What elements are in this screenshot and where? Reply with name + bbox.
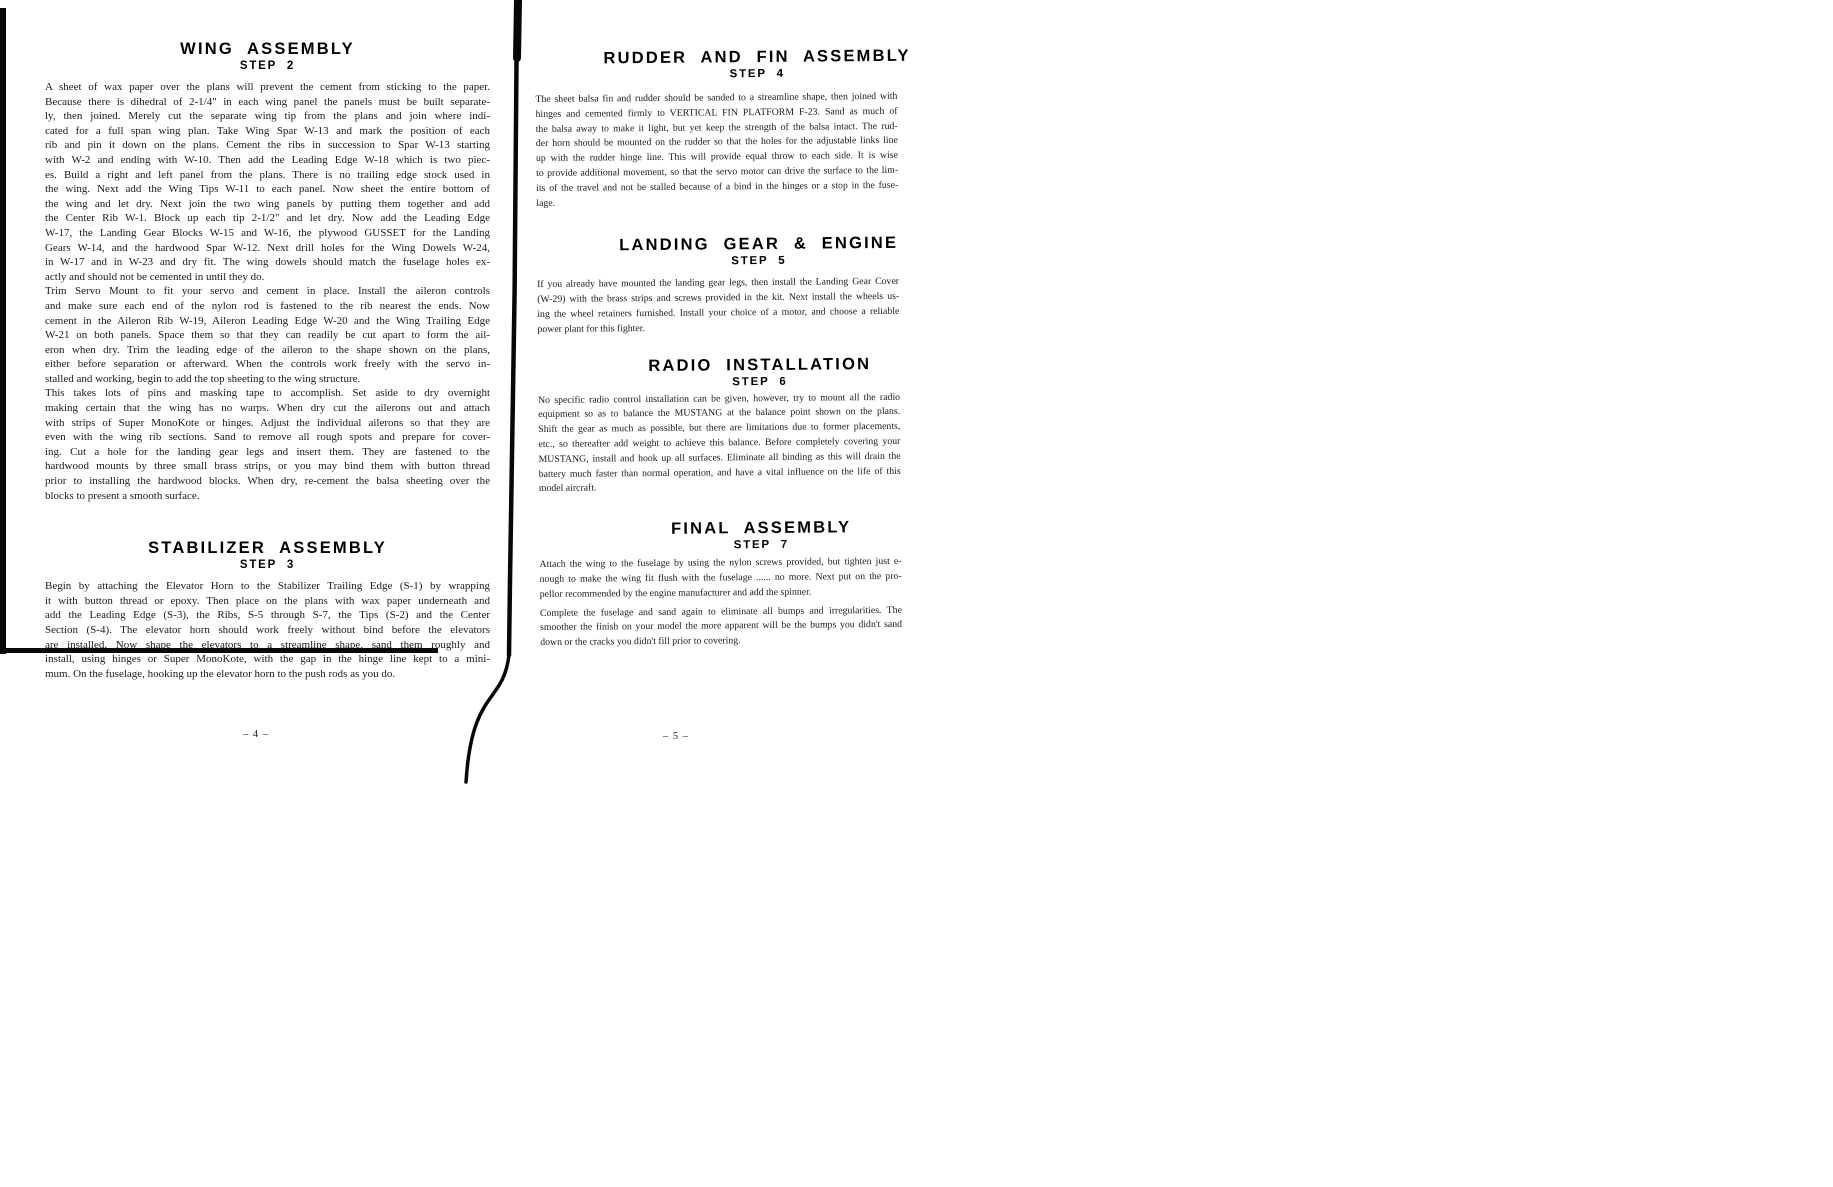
text-line: (W-29) with the brass strips and screws provided in the kit. Next install the wheels us- bbox=[537, 291, 900, 306]
text-line: If you already have mounted the landing gear legs, then install the Landing Gear Cover bbox=[537, 276, 900, 291]
page-left-edge-line bbox=[0, 8, 6, 654]
paragraph bbox=[45, 579, 490, 681]
text-line: making certain that the wing has no warps. When dry cut the ailerons out and attach bbox=[45, 402, 490, 415]
page-number: – 4 – bbox=[243, 729, 269, 740]
text-line: prior to installing the hardwood blocks. When dry, re-cement the balsa sheeting over the bbox=[45, 475, 490, 488]
text-line: Attach the wing to the fuselage by using the nylon screws provided, but tighten just e- bbox=[539, 555, 902, 571]
page-5 bbox=[535, 46, 911, 651]
paragraph bbox=[45, 284, 490, 386]
text-line: W-17, the Landing Gear Blocks W-15 and W-16, the plywood GUSSET for the Landing bbox=[45, 226, 490, 239]
text-line: nough to make the wing fit flush with the fuselage ...... no more. Next put on the pro- bbox=[539, 570, 902, 585]
text-line: with strips of Super MonoKote or hinges. Adjust the individual ailerons so that they are bbox=[45, 416, 490, 429]
text-line: ing the wheel retainers furnished. Install your choice of a motor, and choose a reliable bbox=[537, 305, 900, 320]
text-line: This takes lots of pins and masking tape to accomplish. Set aside to dry overnight bbox=[45, 387, 490, 400]
section-final-assembly bbox=[539, 518, 902, 651]
text-line: the balsa away to make it light, but yet keep the strength of the balsa intact. The rud- bbox=[535, 120, 898, 135]
text-line: up with the rudder hinge line. This will provide equal throw to each side. It is wise bbox=[535, 150, 898, 165]
section-landing-gear-engine bbox=[537, 234, 900, 337]
text-line: mum. On the fuselage, hooking up the elevator horn to the push rods as you do. bbox=[45, 667, 396, 680]
text-line: the wing. Next add the Wing Tips W-11 to each panel. Now sheet the entire bottom of bbox=[45, 183, 490, 196]
text-line: equipment so as to balance the MUSTANG at the balance point shown on the plans. bbox=[538, 406, 901, 421]
text-line: even with the wing rib sections. Sand to remove all rough spots and prepare for cover- bbox=[45, 431, 490, 444]
text-line: cated for a full span wing plan. Take Wing Spar W-13 and mark the position of each bbox=[45, 124, 490, 137]
text-line: W-21 on both panels. Space them so that they can readily be cut apart to form the ail- bbox=[45, 329, 490, 342]
text-line: it with button thread or epoxy. Then place on the plans with wax paper underneath and bbox=[45, 594, 490, 607]
step-label: STEP 5 bbox=[731, 255, 787, 268]
text-line: down or the cracks you didn't fill prior to covering. bbox=[540, 635, 741, 649]
text-line: hardwood mounts by three small brass strips, or you may bind them with button thread bbox=[45, 460, 490, 473]
text-line: rib and pin it down on the plans. Cement the ribs in succession to Spar W-13 starting bbox=[45, 139, 490, 152]
text-line: stalled and working, begin to add the top sheeting to the wing structure. bbox=[45, 372, 361, 385]
text-line: and make sure each end of the nylon rod is fastened to the rib nearest the ends. Now bbox=[45, 299, 490, 312]
text-line: A sheet of wax paper over the plans will prevent the cement from sticking to the paper. bbox=[45, 81, 490, 93]
text-line: to provide additional movement, so that the servo motor can drive the surface to the lim- bbox=[536, 164, 899, 179]
section-stabilizer-assembly bbox=[45, 539, 490, 681]
text-line: ing. Cut a hole for the landing gear legs and insert them. They are fastened to the bbox=[45, 445, 490, 458]
text-line: Section (S-4). The elevator horn should work freely without bind before the elevators bbox=[45, 624, 490, 636]
page-4 bbox=[45, 40, 490, 681]
text-line: in W-17 and in W-23 and dry fit. The wing dowels should match the fuselage holes ex- bbox=[45, 256, 490, 269]
text-line: install, using hinges or Super MonoKote, with the gap in the hinge line kept to a mini- bbox=[45, 653, 490, 666]
section-title: FINAL ASSEMBLY bbox=[670, 518, 852, 538]
text-line: Complete the fuselage and sand again to eliminate all bumps and irregularities. The bbox=[539, 604, 902, 619]
text-line: Gears W-14, and the hardwood Spar W-12. Next drill holes for the Wing Dowels W-24, bbox=[45, 241, 490, 254]
section-radio-installation bbox=[538, 354, 901, 497]
section-title: WING ASSEMBLY bbox=[180, 40, 355, 58]
paragraph bbox=[537, 275, 900, 337]
text-line: No specific radio control installation can be given, however, try to mount all the radio bbox=[538, 391, 901, 406]
section-title: RUDDER AND FIN ASSEMBLY bbox=[603, 46, 911, 68]
step-label: STEP 3 bbox=[239, 559, 296, 572]
text-line: with W-2 and ending with W-10. Then add the Leading Edge W-18 which is two piec- bbox=[45, 153, 490, 166]
section-title: RADIO INSTALLATION bbox=[648, 354, 872, 375]
page-number: – 5 – bbox=[663, 731, 689, 742]
text-line: ly, then joined. Merely cut the separate wing tip from the plans and join where indi- bbox=[45, 110, 490, 123]
section-title: STABILIZER ASSEMBLY bbox=[148, 539, 387, 558]
paragraph bbox=[45, 80, 490, 284]
text-line: lage. bbox=[536, 197, 556, 209]
section-rudder-and-fin-assembly bbox=[535, 46, 911, 212]
text-line: the Center Rib W-1. Block up each tip 2-1/2" and let dry. Now add the Leading Edge bbox=[45, 212, 490, 225]
text-line: es. Build a right and left panel from the plans. There is no trailing edge stock used in bbox=[45, 168, 490, 181]
text-line: etc., so thereafter add weight to achieve this balance. Before completely covering your bbox=[538, 435, 901, 450]
text-line: smoother the finish on your model the more apparent will be the bumps you didn't sand bbox=[539, 619, 903, 634]
text-line: its of the travel and not be stalled because of a bind in the hinges or a stop in the fuse- bbox=[536, 179, 899, 194]
text-line: eron when dry. Trim the leading edge of the aileron to the shape shown on the plans, bbox=[45, 343, 490, 356]
step-label: STEP 2 bbox=[239, 60, 296, 72]
text-line: Begin by attaching the Elevator Horn to the Stabilizer Trailing Edge (S-1) by wrapping bbox=[45, 580, 490, 593]
text-line: Shift the gear as much as possible, but there are limitations due to former placements, bbox=[538, 420, 901, 436]
text-line: either before separation or afterward. When the controls work freely with the servo in- bbox=[45, 358, 490, 371]
paragraph bbox=[540, 603, 902, 651]
paragraph bbox=[539, 555, 901, 603]
text-line: Because there is dihedral of 2-1/4" in each wing panel the panels must be built separate- bbox=[45, 95, 490, 108]
step-label: STEP 7 bbox=[733, 538, 789, 552]
text-line: battery much faster than normal operation, and have a vital influence on the life of this bbox=[538, 465, 901, 480]
text-line: Trim Servo Mount to fit your servo and cement in place. Install the aileron controls bbox=[45, 285, 490, 298]
text-line: are installed. Now shape the elevators to a streamline shape, sand them roughly and bbox=[45, 638, 490, 651]
paragraph bbox=[45, 386, 490, 503]
step-label: STEP 4 bbox=[729, 67, 785, 81]
text-line: MUSTANG, install and hook up all surfaces. Eliminate all binding as this will drain the bbox=[538, 450, 901, 465]
text-line: model aircraft. bbox=[538, 482, 597, 495]
step-label: STEP 6 bbox=[732, 375, 788, 388]
text-line: The sheet balsa fin and rudder should be sanded to a streamline shape, then joined with bbox=[535, 90, 898, 105]
paragraph bbox=[538, 390, 901, 497]
text-line: cement in the Aileron Rib W-19, Aileron Leading Edge W-20 and the Wing Trailing Edge bbox=[45, 314, 490, 327]
text-line: actly and should not be cemented in until they do. bbox=[45, 270, 265, 283]
section-title: LANDING GEAR & ENGINE bbox=[619, 234, 899, 255]
text-line: power plant for this fighter. bbox=[537, 322, 645, 335]
section-wing-assembly bbox=[45, 40, 490, 503]
paragraph bbox=[535, 90, 898, 212]
text-line: pellor recommended by the engine manufacturer and add the spinner. bbox=[539, 586, 812, 600]
text-line: hinges and cemented firmly to VERTICAL FIN PLATFORM F-23. Sand as much of bbox=[535, 105, 898, 120]
text-line: add the Leading Edge (S-3), the Ribs, S-5 through S-7, the Tips (S-2) and the Center bbox=[45, 609, 490, 622]
text-line: the wing and let dry. Next join the two wing panels by putting them together and add bbox=[45, 197, 490, 210]
text-line: blocks to present a smooth surface. bbox=[45, 489, 200, 502]
text-line: der horn should be mounted on the rudder so that the holes for the adjustable links line bbox=[535, 135, 898, 150]
